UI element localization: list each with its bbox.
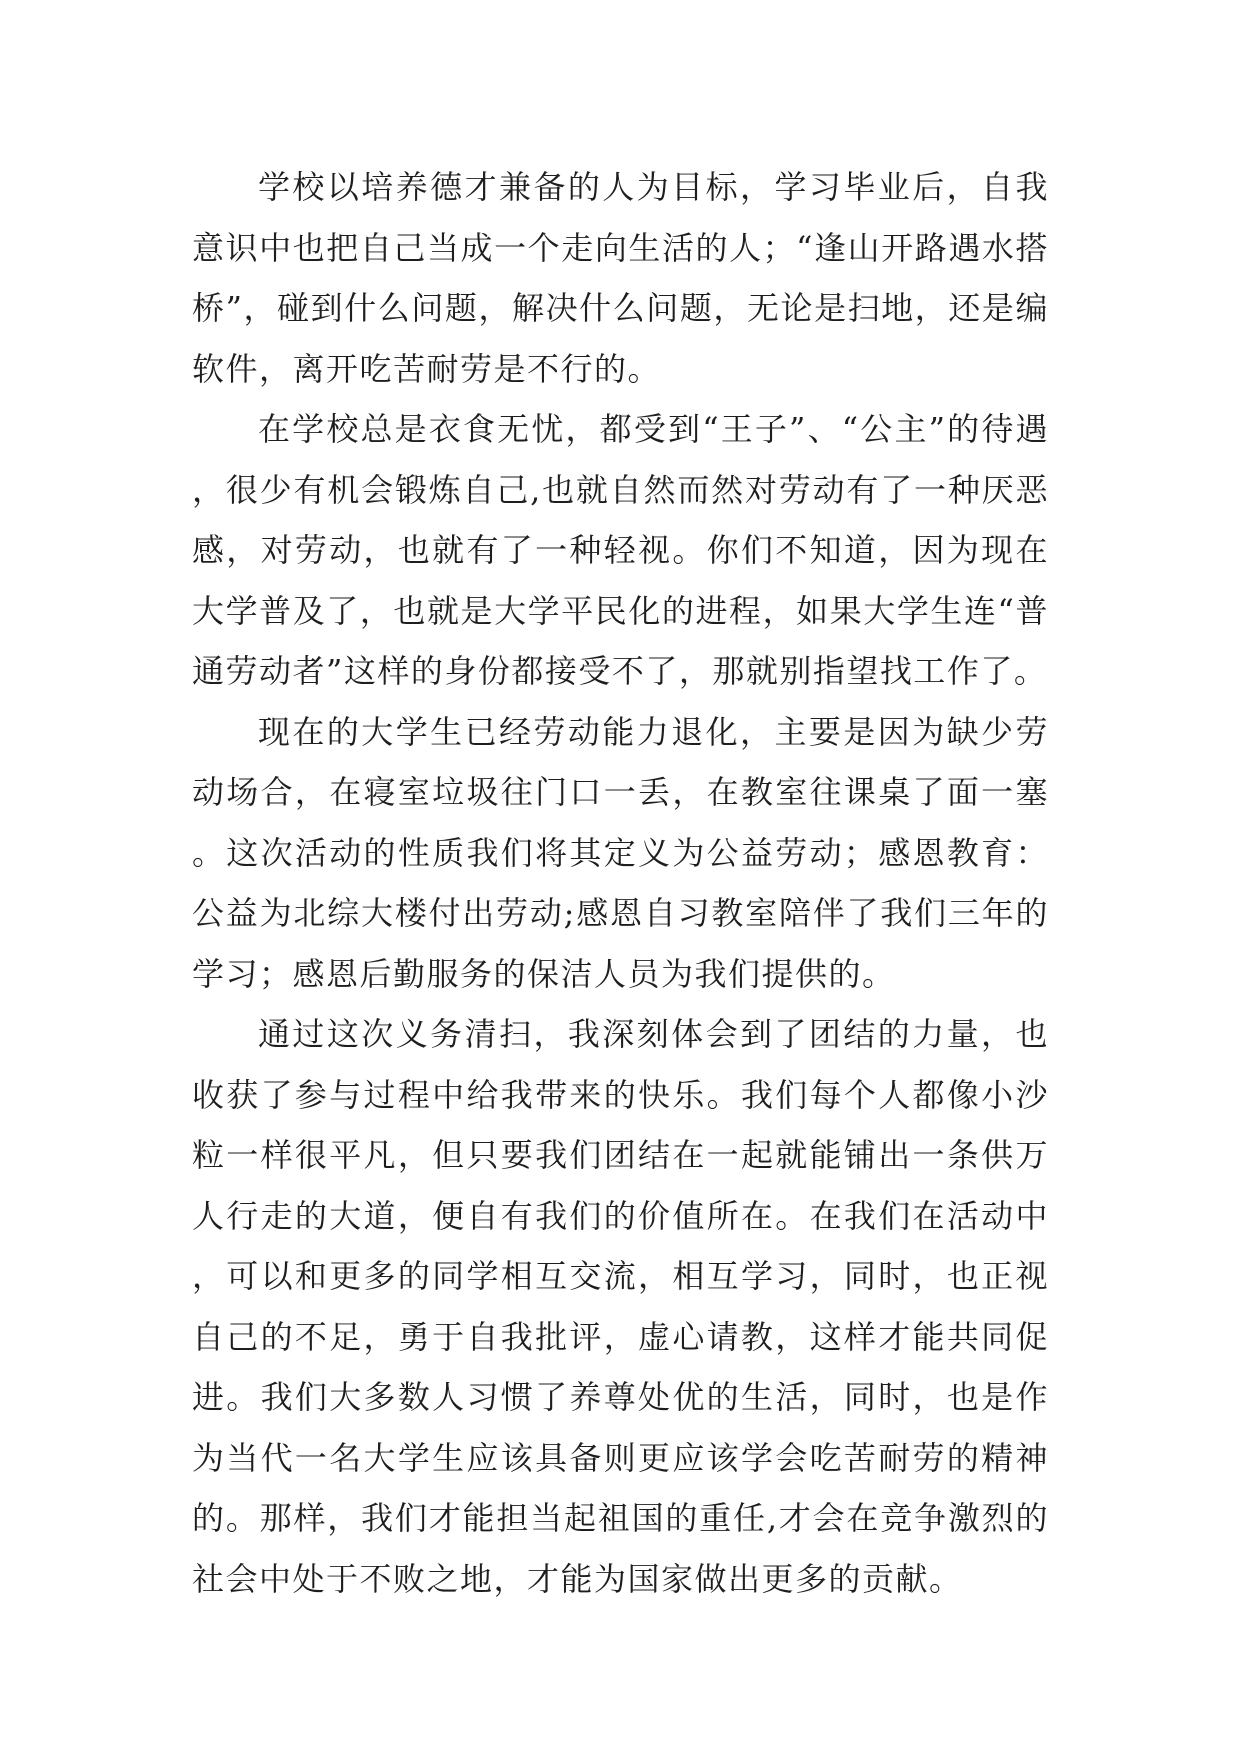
paragraph-1: 学校以培养德才兼备的人为目标，学习毕业后，自我意识中也把自己当成一个走向生活的人；“逢山开路遇水搭桥”，碰到什么问题，解决什么问题，无论是扫地，还是编软件，离开吃苦耐劳是不行的。 — [192, 168, 1049, 388]
document-body — [192, 157, 1049, 1609]
paragraph-4: 通过这次义务清扫，我深刻体会到了团结的力量，也收获了参与过程中给我带来的快乐。我们每个人都像小沙粒一样很平凡，但只要我们团结在一起就能铺出一条供万人行走的大道，便自有我们的价值所在。在我们在活动中，可以和更多的同学相互交流，相互学习，同时，也正视自己的不足，勇于自我批评，虚心请教，这样才能共同促进。我们大多数人习惯了养尊处优的生活，同时，也是作为当代一名大学生应该具备则更应该学会吃苦耐劳的精神的。那样，我们才能担当起祖国的重任,才会在竞争激烈的社会中处于不败之地，才能为国家做出更多的贡献。 — [192, 1015, 1049, 1598]
paragraph-2: 在学校总是衣食无忧，都受到“王子”、“公主”的待遇，很少有机会锻炼自己,也就自然而然对劳动有了一种厌恶感，对劳动，也就有了一种轻视。你们不知道，因为现在大学普及了，也就是大学平民化的进程，如果大学生连“普通劳动者”这样的身份都接受不了，那就别指望找工作了。 — [192, 410, 1049, 690]
paragraph-3: 现在的大学生已经劳动能力退化，主要是因为缺少劳动场合，在寝室垃圾往门口一丢，在教室往课桌了面一塞。这次活动的性质我们将其定义为公益劳动；感恩教育：公益为北综大楼付出劳动;感恩自习教室陪伴了我们三年的学习；感恩后勤服务的保洁人员为我们提供的。 — [192, 712, 1049, 993]
